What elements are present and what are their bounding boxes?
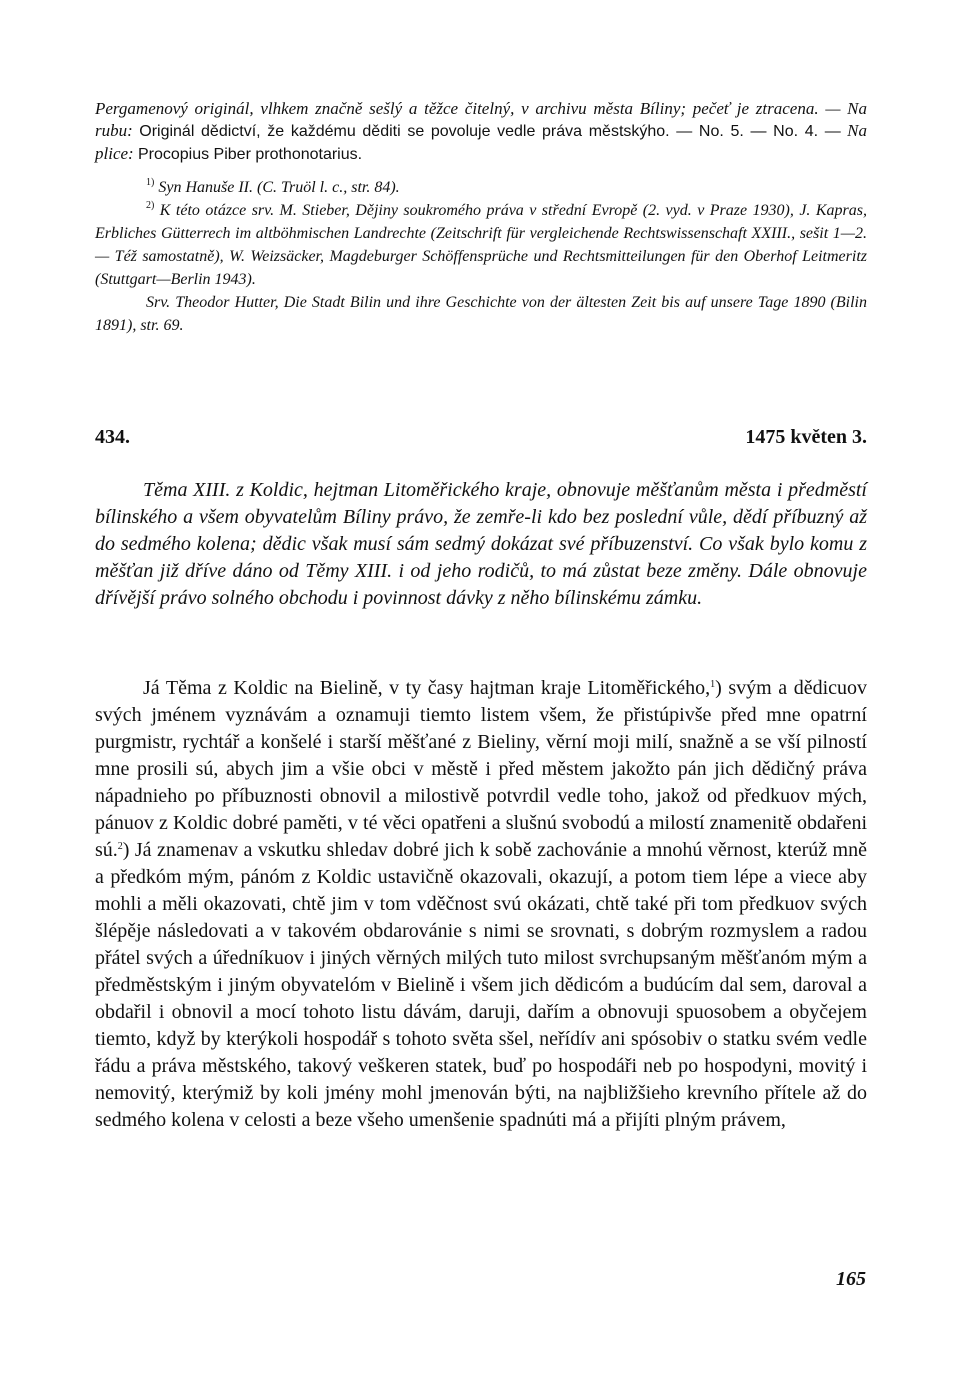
footnote-2-text: K této otázce srv. M. Stieber, Dějiny soukromého práva v střední Evropě (2. vyd. v Praze 1930), J. Kapras, Erbliches Gütterrech im altböhmischen Landrechte (Zeitschrift für vergleichende Rechtswissenschaft XXIII., sešit 1—2. — Též samostatně), W. Weizsäcker, Magdeburger Schöffensprüche und Rechtsmitteilungen für den Oberhof Leitmeritz (Stuttgart—Berlin 1943). — [95, 202, 867, 288]
footnote-1-marker: 1) — [146, 177, 155, 188]
footnote-ref-2: 2 — [117, 841, 123, 852]
footnotes — [95, 176, 867, 337]
footnote-ref-1: 1 — [710, 679, 716, 690]
footnote-2-continuation: Srv. Theodor Hutter, Die Stadt Bilin und ihre Geschichte von der ältesten Zeit bis auf unsere Tage 1890 (Bilin 1891), str. 69. — [95, 294, 867, 334]
body-text-3: ) Já znamenav a vskutku shledav dobré jich k sobě zachovánie a mnohú věrnost, kterúž mně a předkóm mým, pánóm z Koldic ustavičně okazovali, okazují, a potom tiem lépe a viece aby mohli a měli okazovati, chtě jim v tom vděčnost svú okázati, chtě také při tom předkuov svých šlépěje následovati a v takovém obdarovánie s nimi se srovnati, s dobrým rozmyslem a radou přátel svých a úředníkuov i jiných věrných milých tuto milost svrchupsaným měšťanóm mým a předměstským i jiným obyvatelóm v Bielině i všem jich dědicóm a budúcím dal sem, daroval a obdařil i obnovil a mocí tohoto listu dávám, daruji, dařím a obnovuji spuosobem a obyčejem tiemto, když by kterýkoli hospodář s tohoto světa sšel, neřídív ani spósobiv o statku svém vedle řádu a práva městského, takový veškeren statek, buď po hospodáři neb po hospodyni, movitý i nemovitý, kterýmiž by koli jmény mohl jmenován býti, na najbližšieho krevního přítele až do sedmého kolena v celosti a beze všeho umenšenie spadnúti má a přijíti plným právem, — [95, 839, 867, 1131]
source-note-dorsal-text: Originál dědictví, že každému děditi se povoluje vedle práva městskýho. — No. 5. — No. 4. — — [139, 123, 841, 140]
source-note — [95, 98, 867, 166]
source-note-plica-label: Na plice: — [95, 121, 868, 163]
page-number: 165 — [836, 1268, 866, 1290]
footnote-1-text: Syn Hanuše II. (C. Truöl l. c., str. 84). — [158, 179, 400, 196]
footnote-2 — [95, 199, 867, 291]
document-regest: Těma XIII. z Koldic, hejtman Litoměřického kraje, obnovuje měšťanům města i předměstí bílinského a všem obyvatelům Bíliny právo, že zemře-li kdo bez poslední vůle, dědí příbuzný až do sedmého kolena; dědic však musí sám sedmý dokázat své příbuzenství. Co však bylo komu z měšťan již dříve dáno od Těmy XIII. i od jeho rodičů, to má zůstat beze změny. Dále obnovuje dřívější právo solného obchodu i povinnost dávky z něho bílinskému zámku. — [95, 479, 867, 609]
footnote-1 — [95, 176, 867, 199]
document-heading — [95, 426, 867, 449]
body-text-1: Já Těma z Koldic na Bielině, v ty časy hajtman kraje Litoměřického, — [143, 677, 711, 699]
footnote-2-marker: 2) — [146, 200, 155, 211]
document-number: 434. — [95, 426, 130, 448]
source-note-plica-text: Procopius Piber prothonotarius. — [137, 146, 363, 163]
document-body — [95, 675, 867, 1134]
document-date: 1475 květen 3. — [745, 426, 867, 448]
source-note-description: Pergamenový originál, vlhkem značně sešlý a těžce čitelný, v archivu města Bíliny; pečeť je ztracena. — Na rubu: — [95, 99, 867, 140]
body-text-2: ) svým a dědicuov svých jménem vyznávám a oznamuji tiemto listem všem, že přistúpivše před mne opatrní purgmistr, rychtář a konšelé i starší měšťané z Bieliny, věrní moji milí, snažně a se vší pilností mne prosili sú, abych jim a všie obci v městě i před městem jakožto pán jich dědičný práva nápadnieho po příbuznosti obnovil a milostivě potvrdil vedle toho, jakož od předkuov mých, pánuov z Koldic dobré paměti, v té věci opatřeni a slušnú svobodú a milostí znamenitě obdařeni sú. — [95, 677, 868, 861]
